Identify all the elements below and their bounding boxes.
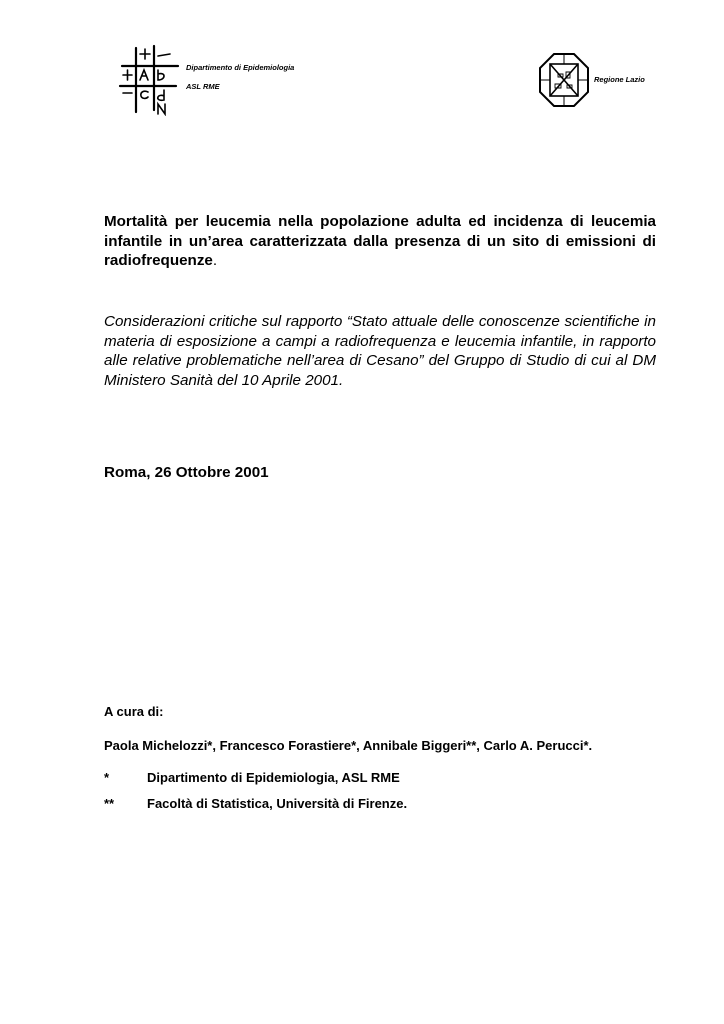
regione-lazio-label: Regione Lazio	[594, 75, 645, 84]
affiliation-text: Dipartimento di Epidemiologia, ASL RME	[147, 770, 400, 785]
document-subtitle: Considerazioni critiche sul rapporto “Stato attuale delle conoscenze scientifiche in materia di esposizione a campi a radiofrequenza e leucemia infantile, in rapporto alle relative problematiche nell’area di Cesano” del Gruppo di Studio di cui al DM Ministero Sanità del 10 Aprile 2001.	[104, 313, 656, 389]
asl-rme-logo	[118, 44, 318, 116]
asl-name: ASL RME	[186, 82, 220, 91]
curated-by-label: A cura di:	[104, 704, 164, 719]
document-title	[104, 212, 656, 271]
affiliation-mark: **	[104, 796, 115, 811]
title-text: Mortalità per leucemia nella popolazione adulta ed incidenza di leucemia infantile in un’area caratterizzata dalla presenza di un sito di emissioni di radiofrequenze	[104, 213, 656, 269]
author-list: Paola Michelozzi*, Francesco Forastiere*, Annibale Biggeri**, Carlo A. Perucci*.	[104, 738, 593, 753]
affiliation-2	[104, 796, 407, 811]
document-date: Roma, 26 Ottobre 2001	[104, 464, 269, 481]
affiliation-text: Facoltà di Statistica, Università di Firenze.	[147, 796, 408, 811]
regione-lazio-logo	[538, 52, 668, 110]
dept-name: Dipartimento di Epidemiologia	[186, 63, 295, 72]
title-period: .	[212, 252, 218, 269]
affiliation-1	[104, 770, 400, 785]
affiliation-mark: *	[104, 770, 110, 785]
regione-lazio-emblem-icon	[538, 52, 590, 108]
asl-logo-icon	[118, 44, 182, 116]
